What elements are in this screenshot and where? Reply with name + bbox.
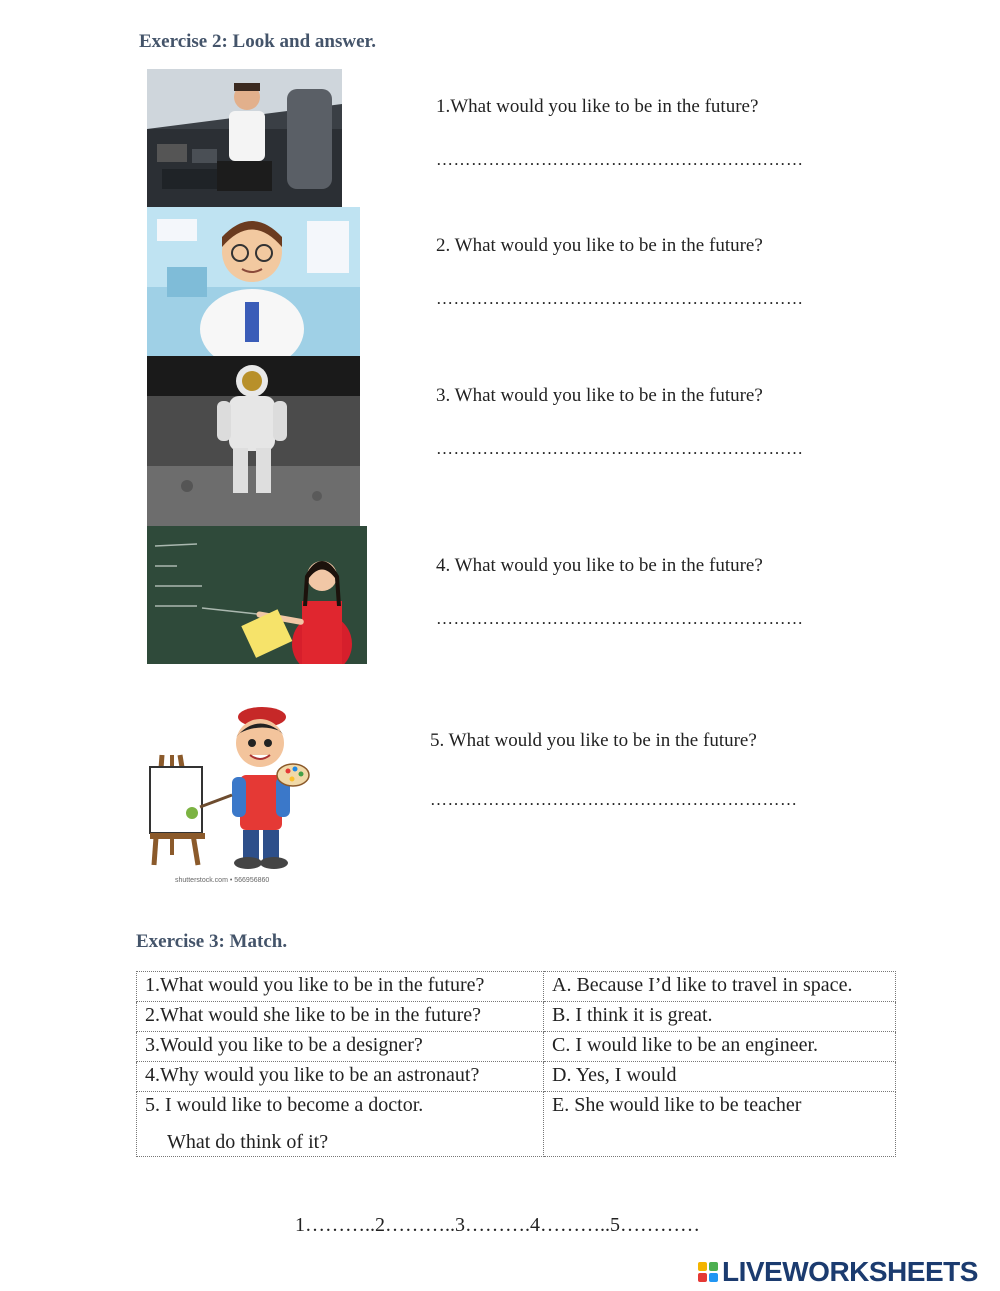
- match-answer-d: D. Yes, I would: [544, 1062, 896, 1092]
- match-answer-b: B. I think it is great.: [544, 1002, 896, 1032]
- answer-line-4[interactable]: ………………………………………………………: [436, 609, 804, 628]
- match-answer-a: A. Because I’d like to travel in space.: [544, 972, 896, 1002]
- table-row: [137, 1032, 896, 1062]
- teacher-picture: [147, 526, 367, 664]
- answer-line-5[interactable]: ………………………………………………………: [430, 790, 798, 809]
- answer-line-2[interactable]: ………………………………………………………: [436, 289, 804, 308]
- match-answer-line[interactable]: 1………..2………..3……….4………..5…………: [295, 1214, 700, 1236]
- painter-credit: shutterstock.com • 566956860: [175, 877, 270, 884]
- logo-square-green: [709, 1262, 718, 1271]
- table-row: [137, 1002, 896, 1032]
- match-table: [136, 971, 896, 1157]
- painter-picture: [140, 695, 315, 890]
- match-answer-e: E. She would like to be teacher: [544, 1092, 896, 1157]
- question-1: 1.What would you like to be in the future?: [436, 96, 759, 117]
- doctor-picture: [147, 207, 360, 356]
- astronaut-picture: [147, 356, 360, 526]
- match-question-4: 4.Why would you like to be an astronaut?: [137, 1062, 544, 1092]
- exercise2-title: Exercise 2: Look and answer.: [139, 31, 376, 52]
- pilot-picture: [147, 69, 342, 207]
- question-3: 3. What would you like to be in the future?: [436, 385, 763, 406]
- question-2: 2. What would you like to be in the future?: [436, 235, 763, 256]
- match-question-1: 1.What would you like to be in the future?: [137, 972, 544, 1002]
- match-question-5-line1: 5. I would like to become a doctor.: [145, 1094, 424, 1116]
- answer-line-3[interactable]: ………………………………………………………: [436, 439, 804, 458]
- logo-text: LIVEWORKSHEETS: [722, 1256, 978, 1287]
- liveworksheets-logo[interactable]: [698, 1256, 978, 1288]
- logo-square-red: [698, 1273, 707, 1282]
- question-4: 4. What would you like to be in the future?: [436, 555, 763, 576]
- table-row: [137, 1092, 896, 1157]
- match-question-5-line2: What do think of it?: [167, 1131, 329, 1153]
- logo-square-blue: [709, 1273, 718, 1282]
- match-question-5: [137, 1092, 544, 1157]
- match-answer-c: C. I would like to be an engineer.: [544, 1032, 896, 1062]
- answer-line-1[interactable]: ………………………………………………………: [436, 150, 804, 169]
- logo-mark-icon: [698, 1262, 718, 1282]
- match-question-3: 3.Would you like to be a designer?: [137, 1032, 544, 1062]
- table-row: [137, 1062, 896, 1092]
- exercise3-title: Exercise 3: Match.: [136, 931, 288, 952]
- logo-square-yellow: [698, 1262, 707, 1271]
- match-question-2: 2.What would she like to be in the future?: [137, 1002, 544, 1032]
- table-row: [137, 972, 896, 1002]
- question-5: 5. What would you like to be in the future?: [430, 730, 757, 751]
